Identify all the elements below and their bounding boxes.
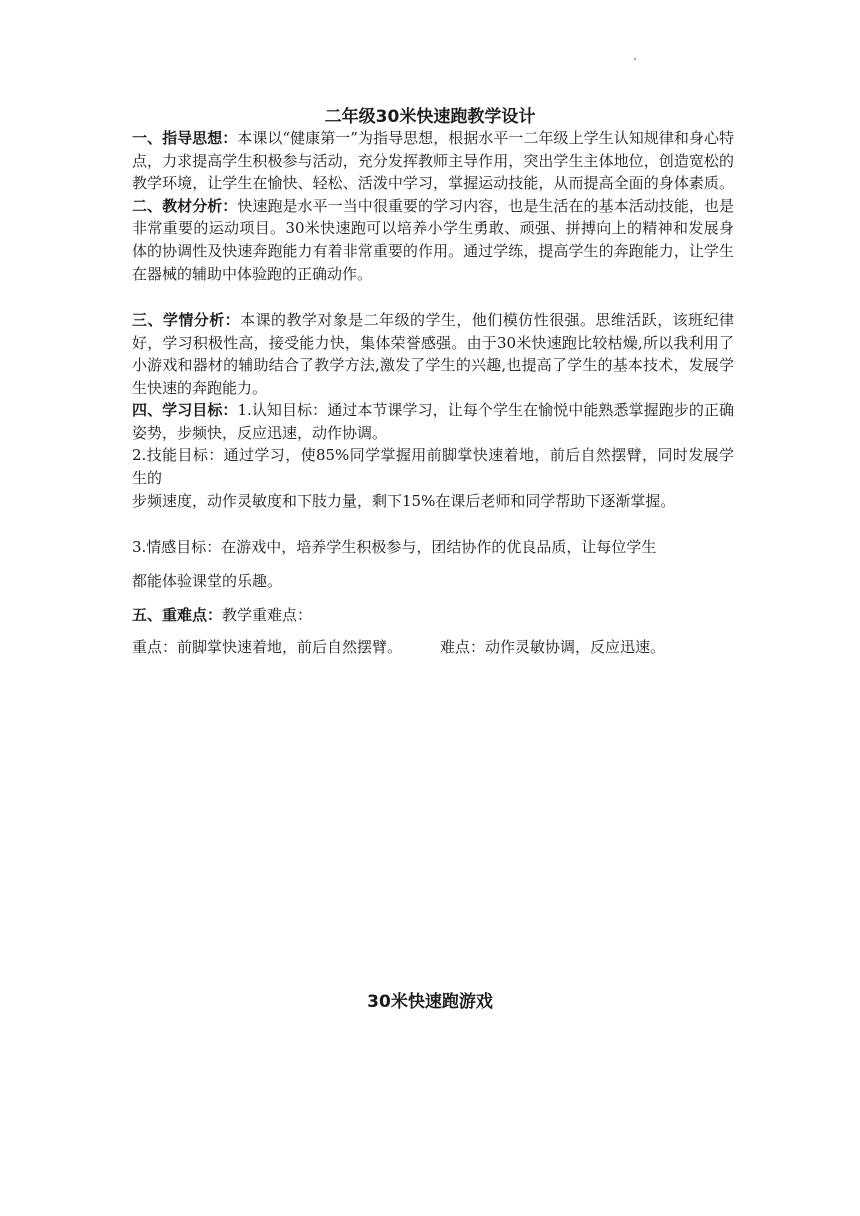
difficult-point-text: 难点：动作灵敏协调，反应迅速。 — [440, 638, 666, 656]
goal-emotion-text-b: 都能体验课堂的乐趣。 — [132, 572, 283, 590]
section-text-student-analysis: 本课的教学对象是二年级的学生，他们模仿性很强。思维活跃，该班纪律好，学习积极性高，接受能力快，集体荣誉感强。由于30米快速跑比较枯燥,所以我利用了小游戏和器材的辅助结合了教学方法,激发了学生的兴趣,也提高了学生的基本技术，发展学生快速的奔跑能力。 — [132, 311, 734, 397]
paragraph-key-difficult — [132, 604, 734, 627]
paragraph-goal-skill — [132, 444, 734, 489]
paragraph-learning-goals — [132, 399, 734, 444]
goal-cognitive: 1.认知目标：通过本节课学习，让每个学生在愉悦中能熟悉掌握跑步的正确姿势，步频快，反应迅速，动作协调。 — [132, 401, 734, 442]
goal-emotion-text-a: 3.情感目标：在游戏中，培养学生积极参与，团结协作的优良品质，让每位学生 — [132, 538, 657, 556]
section-text-material-analysis: 快速跑是水平一当中很重要的学习内容，也是生活在的基本活动技能，也是非常重要的运动项目。30米快速跑可以培养小学生勇敢、顽强、拼搏向上的精神和发展身体的协调性及快速奔跑能力有着非常重要的作用。通过学练，提高学生的奔跑能力，让学生在器械的辅助中体验跑的正确动作。 — [132, 196, 734, 283]
key-point-text: 重点：前脚掌快速着地，前后自然摆臂。 — [132, 638, 403, 656]
document-title: 二年级30米快速跑教学设计 — [324, 107, 536, 127]
section-text-key-difficult: 教学重难点： — [222, 606, 313, 624]
section-text-guiding-ideology: 本课以“健康第一”为指导思想，根据水平一二年级上学生认知规律和身心特点，力求提高学生积极参与活动，充分发挥教师主导作用，突出学生主体地位，创造宽松的教学环境，让学生在愉快、轻松、活泼中学习，掌握运动技能，从而提高全面的身体素质。 — [132, 129, 734, 193]
section-heading-key-difficult: 五、重难点： — [132, 606, 223, 624]
goal-skill-line1 — [132, 444, 734, 489]
paragraph-student-analysis — [132, 309, 734, 399]
section-heading-material-analysis: 二、教材分析： — [132, 196, 238, 215]
paragraph-goal-emotion-cont — [132, 570, 734, 593]
paragraph-key-points — [132, 636, 742, 659]
goal-skill-text-b: 步频速度，动作灵敏度和下肢力量，剩下15%在课后老师和同学帮助下逐渐掌握。 — [132, 492, 676, 510]
section-subtitle-game: 30米快速跑游戏 — [367, 992, 493, 1012]
page-mark — [634, 58, 636, 60]
paragraph-goal-skill-cont — [132, 490, 734, 513]
section-heading-student-analysis: 三、学情分析： — [132, 311, 241, 329]
section-heading-guiding-ideology: 一、指导思想： — [132, 129, 238, 147]
section-heading-learning-goals: 四、学习目标： — [132, 401, 238, 419]
paragraph-guiding-ideology — [132, 127, 734, 285]
goal-skill-text-a: 2.技能目标：通过学习，使85%同学掌握用前脚掌快速着地，前后自然摆臂，同时发展学生的 — [132, 446, 734, 487]
paragraph-goal-emotion — [132, 536, 734, 559]
